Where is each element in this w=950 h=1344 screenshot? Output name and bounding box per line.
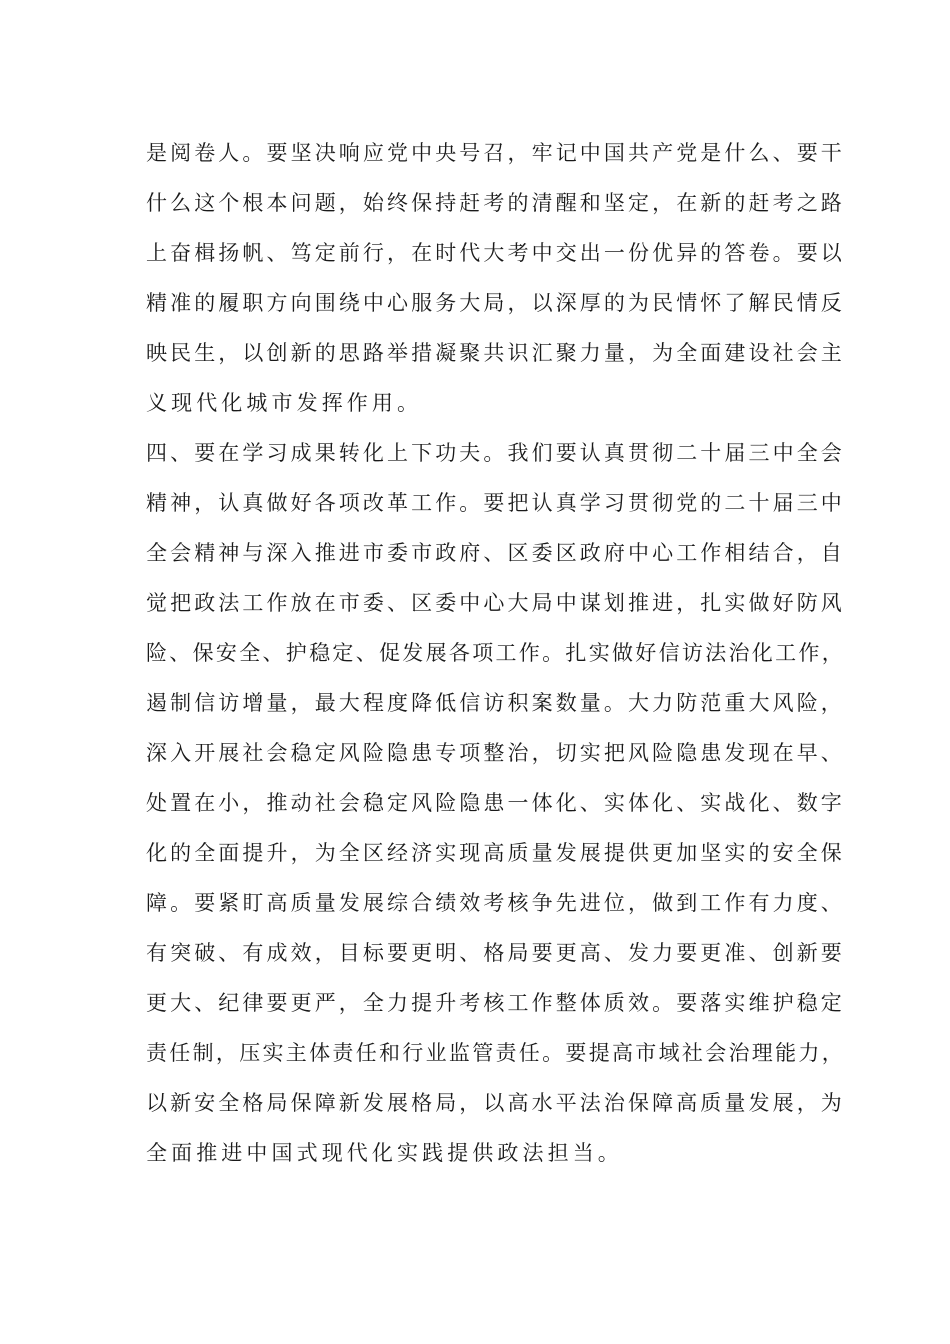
text-line: 觉把政法工作放在市委、区委中心大局中谋划推进，扎实做好防风	[146, 591, 845, 615]
text-line: 义现代化城市发挥作用。	[146, 391, 423, 415]
text-line: 全会精神与深入推进市委市政府、区委区政府中心工作相结合，自	[146, 541, 845, 565]
text-line: 是阅卷人。要坚决响应党中央号召，牢记中国共产党是什么、要干	[146, 141, 845, 165]
text-line: 全面推进中国式现代化实践提供政法担当。	[146, 1141, 623, 1165]
text-line: 化的全面提升，为全区经济实现高质量发展提供更加坚实的安全保	[146, 841, 845, 865]
text-line: 精准的履职方向围绕中心服务大局，以深厚的为民情怀了解民情反	[146, 291, 845, 315]
text-line: 精神，认真做好各项改革工作。要把认真学习贯彻党的二十届三中	[146, 491, 845, 515]
text-line: 上奋楫扬帆、笃定前行，在时代大考中交出一份优异的答卷。要以	[146, 241, 845, 265]
text-line: 遏制信访增量，最大程度降低信访积案数量。大力防范重大风险，	[146, 691, 845, 715]
text-line: 以新安全格局保障新发展格局，以高水平法治保障高质量发展，为	[146, 1091, 845, 1115]
text-line: 障。要紧盯高质量发展综合绩效考核争先进位，做到工作有力度、	[146, 891, 845, 915]
text-line: 什么这个根本问题，始终保持赶考的清醒和坚定，在新的赶考之路	[146, 191, 845, 215]
text-line: 更大、纪律要更严，全力提升考核工作整体质效。要落实维护稳定	[146, 991, 845, 1015]
text-line: 险、保安全、护稳定、促发展各项工作。扎实做好信访法治化工作，	[146, 641, 845, 665]
text-line: 处置在小，推动社会稳定风险隐患一体化、实体化、实战化、数字	[146, 791, 845, 815]
section-heading-line: 四、要在学习成果转化上下功夫。我们要认真贯彻二十届三中全会	[146, 441, 845, 465]
text-line: 映民生，以创新的思路举措凝聚共识汇聚力量，为全面建设社会主	[146, 341, 845, 365]
text-line: 有突破、有成效，目标要更明、格局要更高、发力要更准、创新要	[146, 941, 845, 965]
text-line: 深入开展社会稳定风险隐患专项整治，切实把风险隐患发现在早、	[146, 741, 845, 765]
text-line: 责任制，压实主体责任和行业监管责任。要提高市域社会治理能力，	[146, 1041, 845, 1065]
body-text	[146, 128, 846, 1178]
